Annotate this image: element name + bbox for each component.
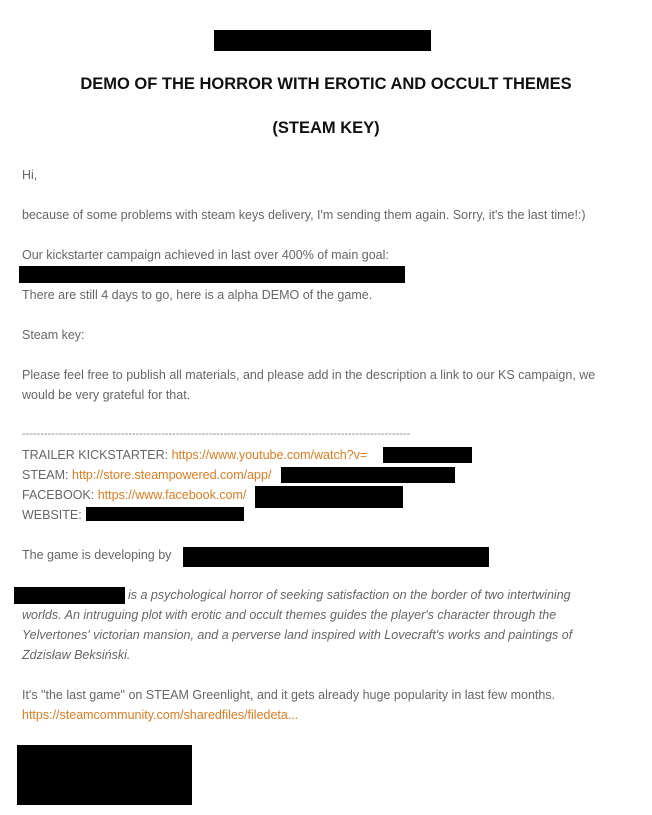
- description-line3: Yelvertones' victorian mansion, and a perverse land inspired with Lovecraft's works and paintings of: [22, 628, 573, 642]
- redacted-steam-app-id: [281, 467, 455, 483]
- redacted-facebook-page: [255, 486, 403, 508]
- website-label: WEBSITE:: [22, 508, 82, 522]
- apology-text: because of some problems with steam keys delivery, I'm sending them again. Sorry, it's the last time!:): [22, 208, 586, 222]
- trailer-row: [22, 445, 367, 465]
- redacted-game-name: [14, 587, 125, 604]
- facebook-row: [22, 485, 246, 505]
- steam-label: STEAM:: [22, 468, 73, 482]
- redacted-logo-bar: [214, 30, 431, 51]
- steam-link[interactable]: http://store.steampowered.com/app/: [72, 468, 272, 482]
- description-line4: Zdzisław Beksiński.: [22, 648, 131, 662]
- trailer-link[interactable]: https://www.youtube.com/watch?v=: [171, 448, 368, 462]
- developer-text: The game is developing by: [22, 548, 172, 562]
- website-row: [22, 505, 82, 525]
- description-line2: worlds. An intruguing plot with erotic and occult themes guides the player's character through the: [22, 608, 557, 622]
- greeting: Hi,: [22, 168, 38, 182]
- email-title: DEMO OF THE HORROR WITH EROTIC AND OCCULT THEMES: [80, 75, 572, 93]
- steam-key-label: Steam key:: [22, 328, 85, 342]
- separator-line: ----------------------------------------------------------------------------------------------------------: [22, 428, 411, 440]
- redacted-developer-name: [183, 547, 489, 567]
- greenlight-link[interactable]: https://steamcommunity.com/sharedfiles/filedeta...: [22, 708, 299, 722]
- facebook-link[interactable]: https://www.facebook.com/: [97, 488, 247, 502]
- email-subtitle: (STEAM KEY): [272, 119, 380, 137]
- greenlight-text: It's "the last game" on STEAM Greenlight, and it gets already huge popularity in last few months.: [22, 688, 556, 702]
- redacted-campaign-link: [19, 266, 405, 283]
- redacted-trailer-id: [383, 447, 472, 463]
- publish-request-line2: would be very grateful for that.: [22, 388, 191, 402]
- days-left-text: There are still 4 days to go, here is a alpha DEMO of the game.: [22, 288, 373, 302]
- trailer-label: TRAILER KICKSTARTER:: [22, 448, 172, 462]
- redacted-website-url: [86, 507, 244, 521]
- facebook-label: FACEBOOK:: [22, 488, 98, 502]
- steam-row: [22, 465, 271, 485]
- campaign-text: Our kickstarter campaign achieved in last over 400% of main goal:: [22, 248, 389, 262]
- description-line1: is a psychological horror of seeking satisfaction on the border of two intertwining: [128, 588, 571, 602]
- redacted-signature-image: [17, 745, 192, 805]
- publish-request-line1: Please feel free to publish all materials, and please add in the description a link to our KS campaign, we: [22, 368, 596, 382]
